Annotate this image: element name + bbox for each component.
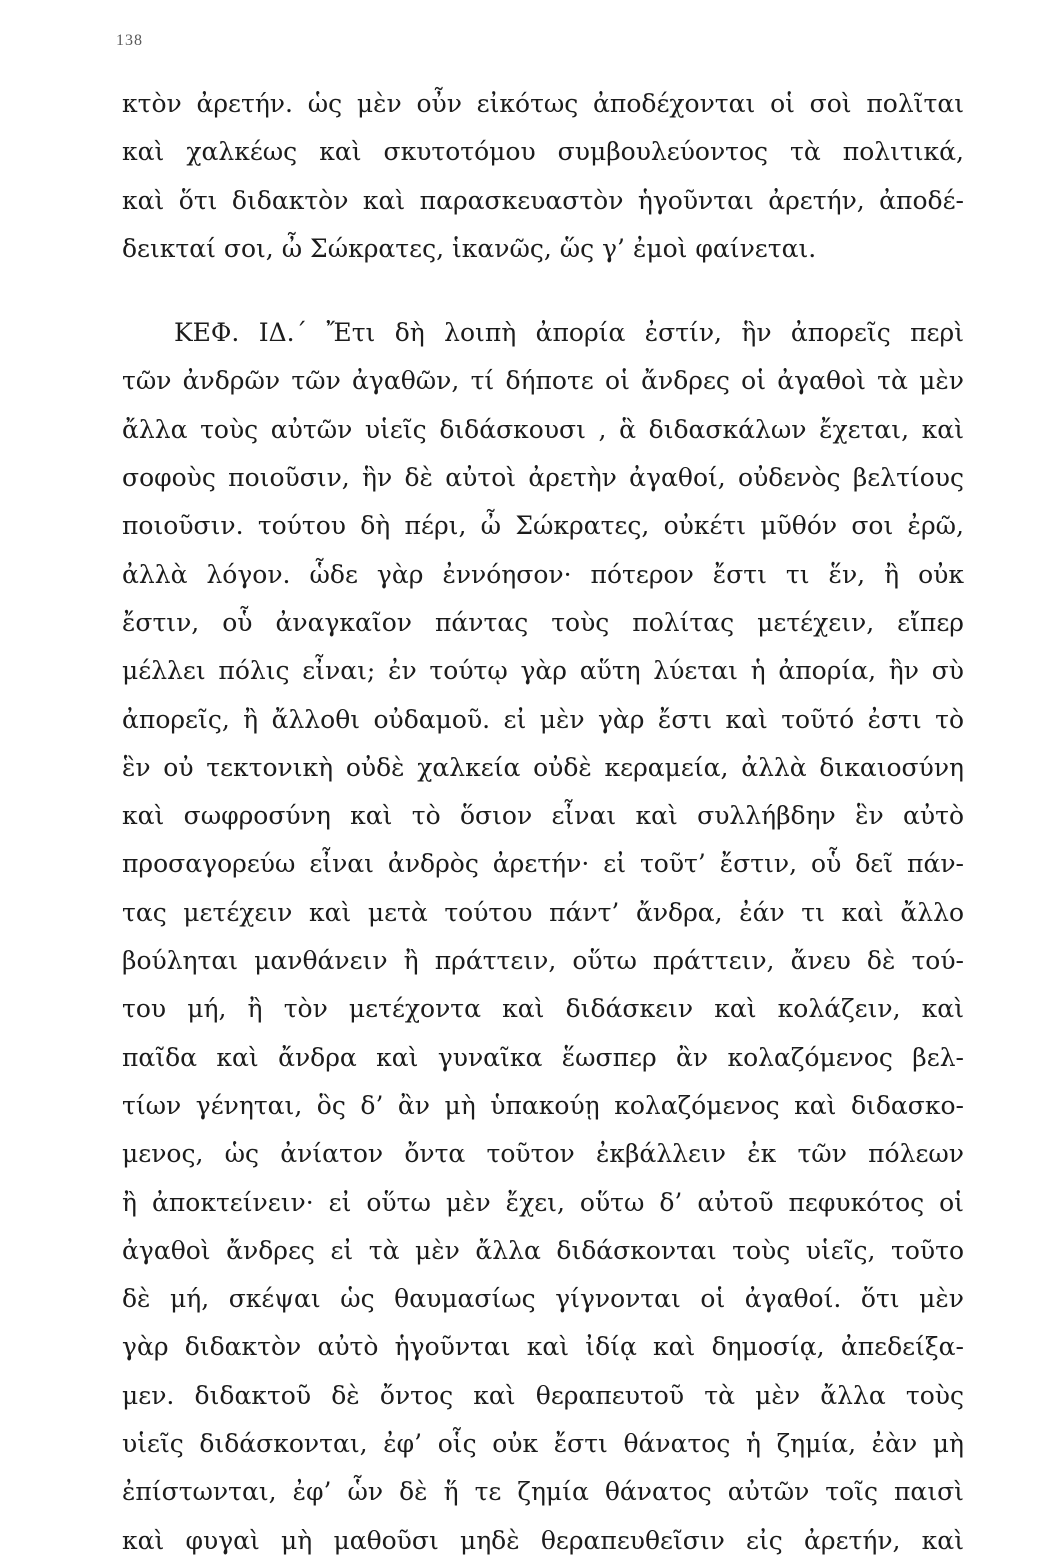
text-line: τῶν ἀνδρῶν τῶν ἀγαθῶν, τί δήποτε οἱ ἄνδρες οἱ ἀγαθοὶ τὰ μὲν <box>122 366 964 396</box>
text-line: ἢ ἀποκτείνειν· εἰ οὕτω μὲν ἔχει, οὕτω δ’ αὐτοῦ πεφυκότος οἱ <box>122 1187 964 1217</box>
text-line: δεικταί σοι, ὦ Σώκρατες, ἱκανῶς, ὥς γ’ ἐμοὶ φαίνεται. <box>122 233 817 263</box>
text-line: παῖδα καὶ ἄνδρα καὶ γυναῖκα ἕωσπερ ἂν κολαζόμενος βελ- <box>122 1042 964 1072</box>
text-line: μέλλει πόλις εἶναι; ἐν τούτῳ γὰρ αὕτη λύεται ἡ ἀπορία, ἣν σὺ <box>122 656 964 686</box>
text-line: καὶ φυγαὶ μὴ μαθοῦσι μηδὲ θεραπευθεῖσιν εἰς ἀρετήν, καὶ <box>122 1525 964 1555</box>
body-text <box>122 80 964 1565</box>
text-line: τίων γένηται, ὃς δ’ ἂν μὴ ὑπακούῃ κολαζόμενος καὶ διδασκο- <box>122 1090 964 1120</box>
text-line: βούληται μανθάνειν ἢ πράττειν, οὕτω πράττειν, ἄνευ δὲ τού- <box>122 946 964 976</box>
text-line: σοφοὺς ποιοῦσιν, ἣν δὲ αὐτοὶ ἀρετὴν ἀγαθοί, οὐδενὸς βελτίους <box>122 463 964 493</box>
text-line: τας μετέχειν καὶ μετὰ τούτου πάντ’ ἄνδρα, ἐάν τι καὶ ἄλλο <box>122 897 964 927</box>
text-line: ἀπορεῖς, ἢ ἄλλοθι οὐδαμοῦ. εἰ μὲν γὰρ ἔστι καὶ τοῦτό ἐστι τὸ <box>122 704 964 734</box>
text-line: μενος, ὡς ἀνίατον ὄντα τοῦτον ἐκβάλλειν ἐκ τῶν πόλεων <box>122 1139 964 1169</box>
page-number: 138 <box>116 32 143 49</box>
text-line: ἐπίστωνται, ἐφ’ ὧν δὲ ἥ τε ζημία θάνατος αὐτῶν τοῖς παισὶ <box>122 1477 964 1507</box>
paragraph-chapter <box>122 309 964 1565</box>
text-line: προσαγορεύω εἶναι ἀνδρὸς ἀρετήν· εἰ τοῦτ’ ἔστιν, οὗ δεῖ πάν- <box>122 849 964 879</box>
text-line: του μή, ἢ τὸν μετέχοντα καὶ διδάσκειν καὶ κολάζειν, καὶ <box>122 994 964 1024</box>
paragraph-gap <box>122 273 964 309</box>
text-line: γὰρ διδακτὸν αὐτὸ ἡγοῦνται καὶ ἰδίᾳ καὶ δημοσίᾳ, ἀπεδείξα- <box>122 1332 964 1362</box>
text-line: μεν. διδακτοῦ δὲ ὄντος καὶ θεραπευτοῦ τὰ μὲν ἄλλα τοὺς <box>122 1380 964 1410</box>
text-line: ἀγαθοὶ ἄνδρες εἰ τὰ μὲν ἄλλα διδάσκονται τοὺς υἱεῖς, τοῦτο <box>122 1235 964 1265</box>
text-line: ἔστιν, οὗ ἀναγκαῖον πάντας τοὺς πολίτας μετέχειν, εἴπερ <box>122 607 964 637</box>
paragraph <box>122 80 964 273</box>
text-line: καὶ ὅτι διδακτὸν καὶ παρασκευαστὸν ἡγοῦνται ἀρετήν, ἀποδέ- <box>122 185 964 215</box>
text-line: κτὸν ἀρετήν. ὡς μὲν οὖν εἰκότως ἀποδέχονται οἱ σοὶ πολῖται <box>122 89 964 118</box>
text-line: καὶ σωφροσύνη καὶ τὸ ὅσιον εἶναι καὶ συλλήβδην ἓν αὐτὸ <box>122 801 964 831</box>
chapter-heading-line: ΚΕΦ. ΙΔ.΄ Ἔτι δὴ λοιπὴ ἀπορία ἐστίν, ἣν ἀπορεῖς περὶ <box>174 318 964 348</box>
text-line: ἓν οὐ τεκτονικὴ οὐδὲ χαλκεία οὐδὲ κεραμεία, ἀλλὰ δικαιοσύνη <box>122 752 964 782</box>
text-line: δὲ μή, σκέψαι ὡς θαυμασίως γίγνονται οἱ ἀγαθοί. ὅτι μὲν <box>122 1284 964 1314</box>
text-line: υἱεῖς διδάσκονται, ἐφ’ οἷς οὐκ ἔστι θάνατος ἡ ζημία, ἐὰν μὴ <box>122 1429 964 1459</box>
text-line: ἀλλὰ λόγον. ὧδε γὰρ ἐννόησον· πότερον ἔστι τι ἕν, ἢ οὐκ <box>122 559 964 589</box>
text-line: ἄλλα τοὺς αὐτῶν υἱεῖς διδάσκουσι , ἃ διδασκάλων ἔχεται, καὶ <box>122 414 964 444</box>
text-line: ποιοῦσιν. τούτου δὴ πέρι, ὦ Σώκρατες, οὐκέτι μῦθόν σοι ἐρῶ, <box>122 511 964 541</box>
text-line: καὶ χαλκέως καὶ σκυτοτόμου συμβουλεύοντος τὰ πολιτικά, <box>122 137 964 167</box>
